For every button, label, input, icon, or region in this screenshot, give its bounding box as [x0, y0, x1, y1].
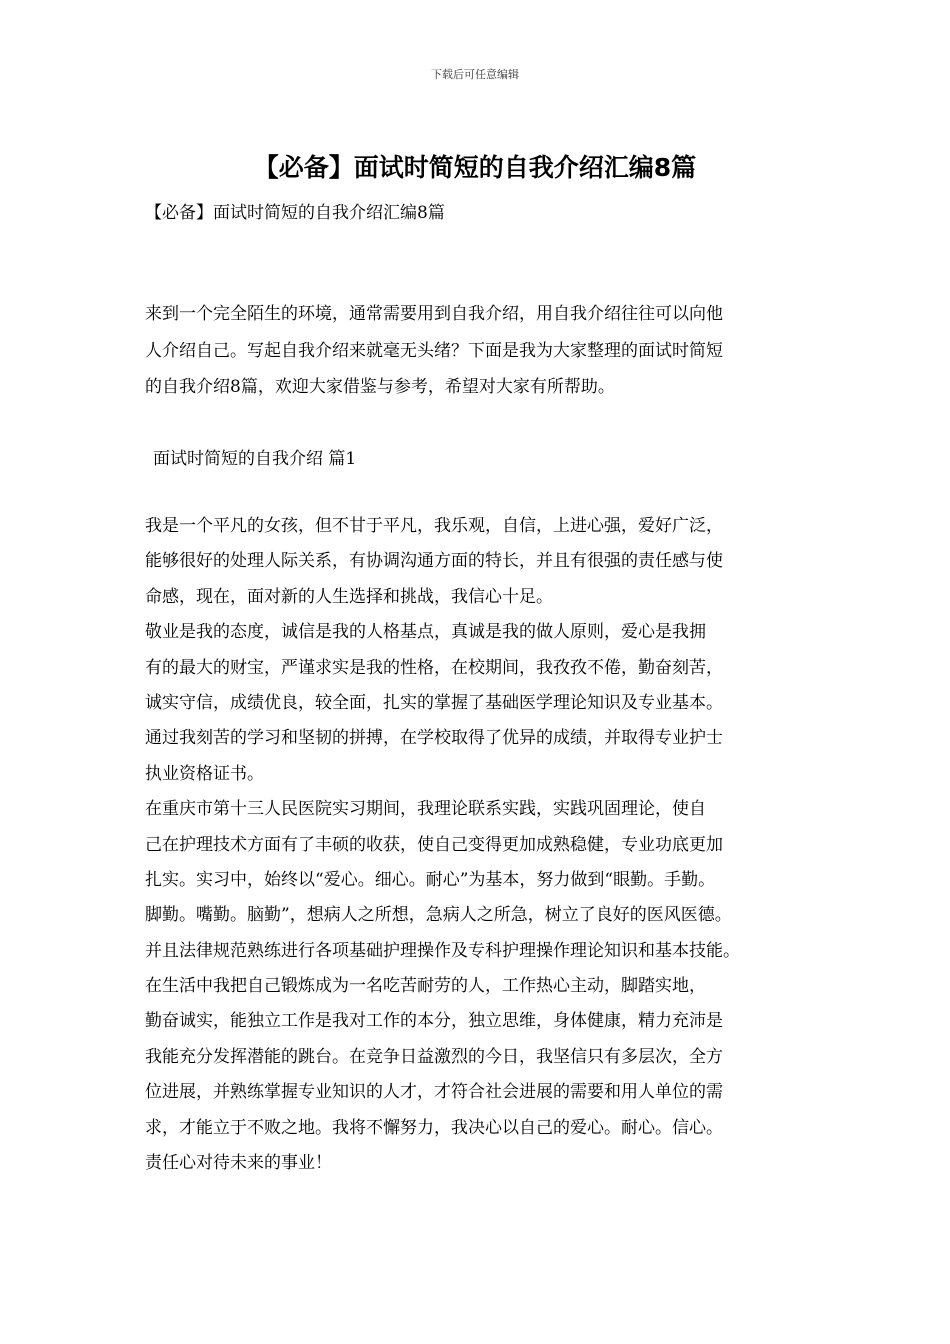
header-note: 下载后可任意编辑: [431, 68, 519, 81]
section-heading: 面试时简短的自我介绍 篇1: [153, 449, 357, 469]
body-line: 通过我刻苦的学习和坚韧的拼搏，在学校取得了优异的成绩，并取得专业护士: [145, 728, 723, 749]
document-title: 【必备】面试时简短的自我介绍汇编8篇: [253, 153, 697, 182]
body-line: 己在护理技术方面有了丰硕的收获，使自己变得更加成熟稳健，专业功底更加: [145, 834, 723, 855]
body-line: 敬业是我的态度，诚信是我的人格基点，真诚是我的做人原则，爱心是我拥: [145, 622, 706, 643]
body-line: 诚实守信，成绩优良，较全面，扎实的掌握了基础医学理论知识及专业基本。: [145, 692, 723, 713]
intro-line: 的自我介绍8篇，欢迎大家借鉴与参考，希望对大家有所帮助。: [145, 377, 615, 397]
body-line: 在重庆市第十三人民医院实习期间，我理论联系实践，实践巩固理论，使自: [145, 799, 706, 820]
body-line: 勤奋诚实，能独立工作是我对工作的本分，独立思维，身体健康，精力充沛是: [145, 1011, 723, 1032]
body-line: 扎实。实习中，始终以“爱心。细心。耐心”为基本，努力做到“眼勤。手勤。: [145, 869, 716, 890]
body-line: 责任心对待未来的事业！: [145, 1153, 332, 1174]
body-line: 我是一个平凡的女孩，但不甘于平凡，我乐观，自信，上进心强，爱好广泛，: [145, 516, 723, 536]
body-line: 我能充分发挥潜能的跳台。在竞争日益激烈的今日，我坚信只有多层次，全方: [145, 1046, 723, 1067]
section-body: [145, 509, 825, 1181]
document-subtitle: 【必备】面试时简短的自我介绍汇编8篇: [145, 203, 445, 223]
body-line: 执业资格证书。: [145, 763, 264, 784]
body-line: 能够很好的处理人际关系，有协调沟通方面的特长，并且有很强的责任感与使: [145, 551, 723, 572]
body-line: 位进展，并熟练掌握专业知识的人才，才符合社会进展的需要和用人单位的需: [145, 1082, 723, 1103]
body-line: 命感，现在，面对新的人生选择和挑战，我信心十足。: [145, 586, 553, 607]
body-line: 求，才能立于不败之地。我将不懈努力，我决心以自己的爱心。耐心。信心。: [145, 1117, 723, 1138]
intro-line: 来到一个完全陌生的环境，通常需要用到自我介绍，用自我介绍往往可以向他: [145, 304, 723, 324]
body-line: 并且法律规范熟练进行各项基础护理操作及专科护理操作理论知识和基本技能。: [145, 940, 740, 961]
intro-line: 人介绍自己。写起自我介绍来就毫无头绪？下面是我为大家整理的面试时简短: [145, 340, 723, 361]
body-line: 有的最大的财宝，严谨求实是我的性格，在校期间，我孜孜不倦，勤奋刻苦，: [145, 657, 723, 678]
body-line: 脚勤。嘴勤。脑勤”，想病人之所想，急病人之所急，树立了良好的医风医德。: [145, 905, 732, 926]
body-line: 在生活中我把自己锻炼成为一名吃苦耐劳的人，工作热心主动，脚踏实地，: [145, 976, 706, 997]
intro-paragraph: [145, 296, 825, 406]
